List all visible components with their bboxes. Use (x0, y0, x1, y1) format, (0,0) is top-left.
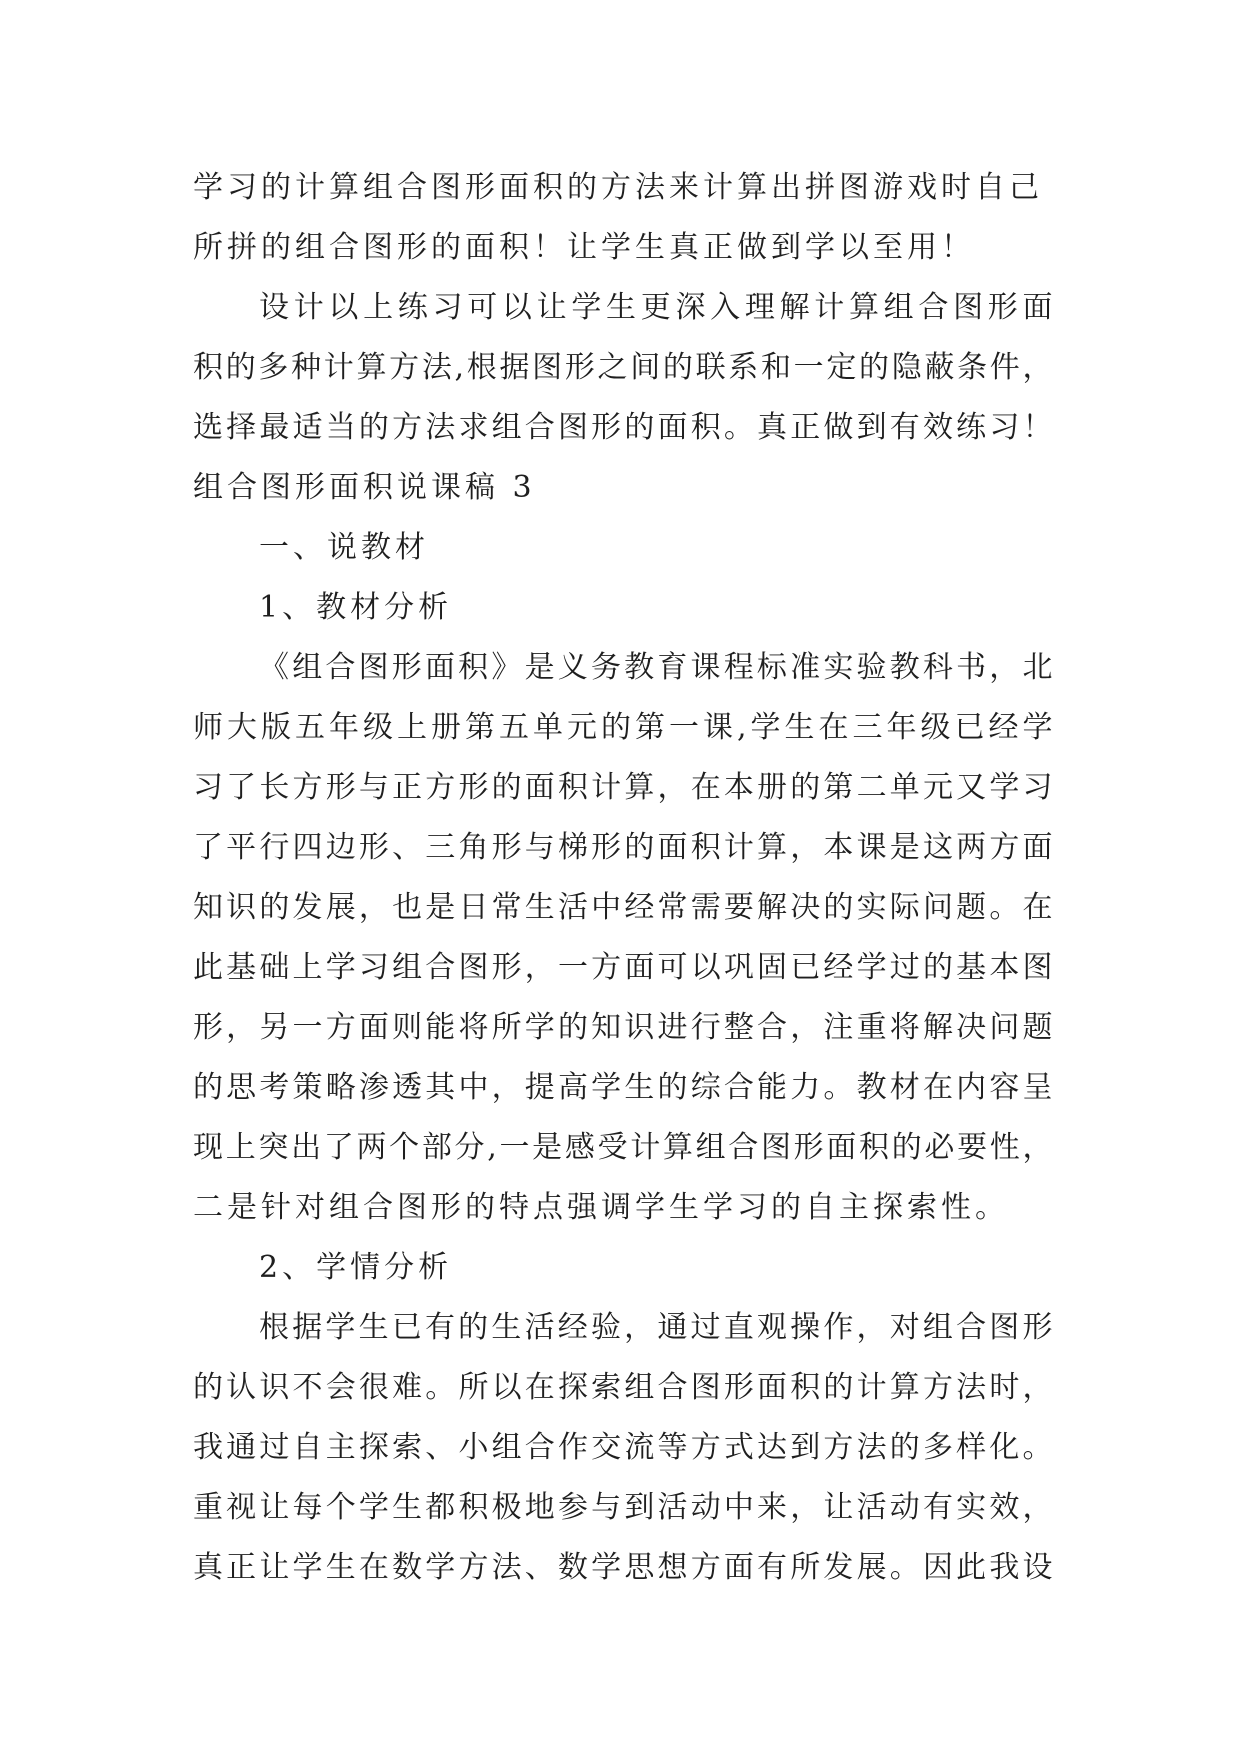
text-line: 的思考策略渗透其中，提高学生的综合能力。教材在内容呈 (193, 1070, 1053, 1105)
text-line: 所拼的组合图形的面积！让学生真正做到学以至用！ (193, 230, 975, 265)
text-line: 选择最适当的方法求组合图形的面积。真正做到有效练习！ (193, 410, 1053, 445)
text-line: 师大版五年级上册第五单元的第一课,学生在三年级已经学 (193, 710, 1053, 745)
section-heading: 组合图形面积说课稿 3 (193, 470, 536, 505)
text-line: 现上突出了两个部分,一是感受计算组合图形面积的必要性， (193, 1130, 1053, 1165)
paragraph-first-line: 《组合图形面积》是义务教育课程标准实验教科书，北 (259, 650, 1053, 685)
text-line: 的认识不会很难。所以在探索组合图形面积的计算方法时， (193, 1370, 1053, 1405)
text-line: 习了长方形与正方形的面积计算，在本册的第二单元又学习 (193, 770, 1053, 805)
text-line: 积的多种计算方法,根据图形之间的联系和一定的隐蔽条件， (193, 350, 1053, 385)
subheading: 一、说教材 (259, 530, 429, 565)
text-line: 真正让学生在数学方法、数学思想方面有所发展。因此我设 (193, 1550, 1053, 1585)
subheading: 2、学情分析 (259, 1250, 453, 1285)
text-line: 此基础上学习组合图形，一方面可以巩固已经学过的基本图 (193, 950, 1053, 985)
paragraph-first-line: 根据学生已有的生活经验，通过直观操作，对组合图形 (259, 1310, 1053, 1345)
text-line: 知识的发展，也是日常生活中经常需要解决的实际问题。在 (193, 890, 1053, 925)
text-line: 学习的计算组合图形面积的方法来计算出拼图游戏时自己 (193, 170, 1043, 205)
document-body (193, 158, 1053, 1598)
paragraph-first-line: 设计以上练习可以让学生更深入理解计算组合图形面 (259, 290, 1053, 325)
subheading: 1、教材分析 (259, 590, 453, 625)
text-line: 了平行四边形、三角形与梯形的面积计算，本课是这两方面 (193, 830, 1053, 865)
text-line: 重视让每个学生都积极地参与到活动中来，让活动有实效， (193, 1490, 1053, 1525)
text-line: 二是针对组合图形的特点强调学生学习的自主探索性。 (193, 1190, 1009, 1225)
text-line: 形，另一方面则能将所学的知识进行整合，注重将解决问题 (193, 1010, 1053, 1045)
text-line: 我通过自主探索、小组合作交流等方式达到方法的多样化。 (193, 1430, 1053, 1465)
